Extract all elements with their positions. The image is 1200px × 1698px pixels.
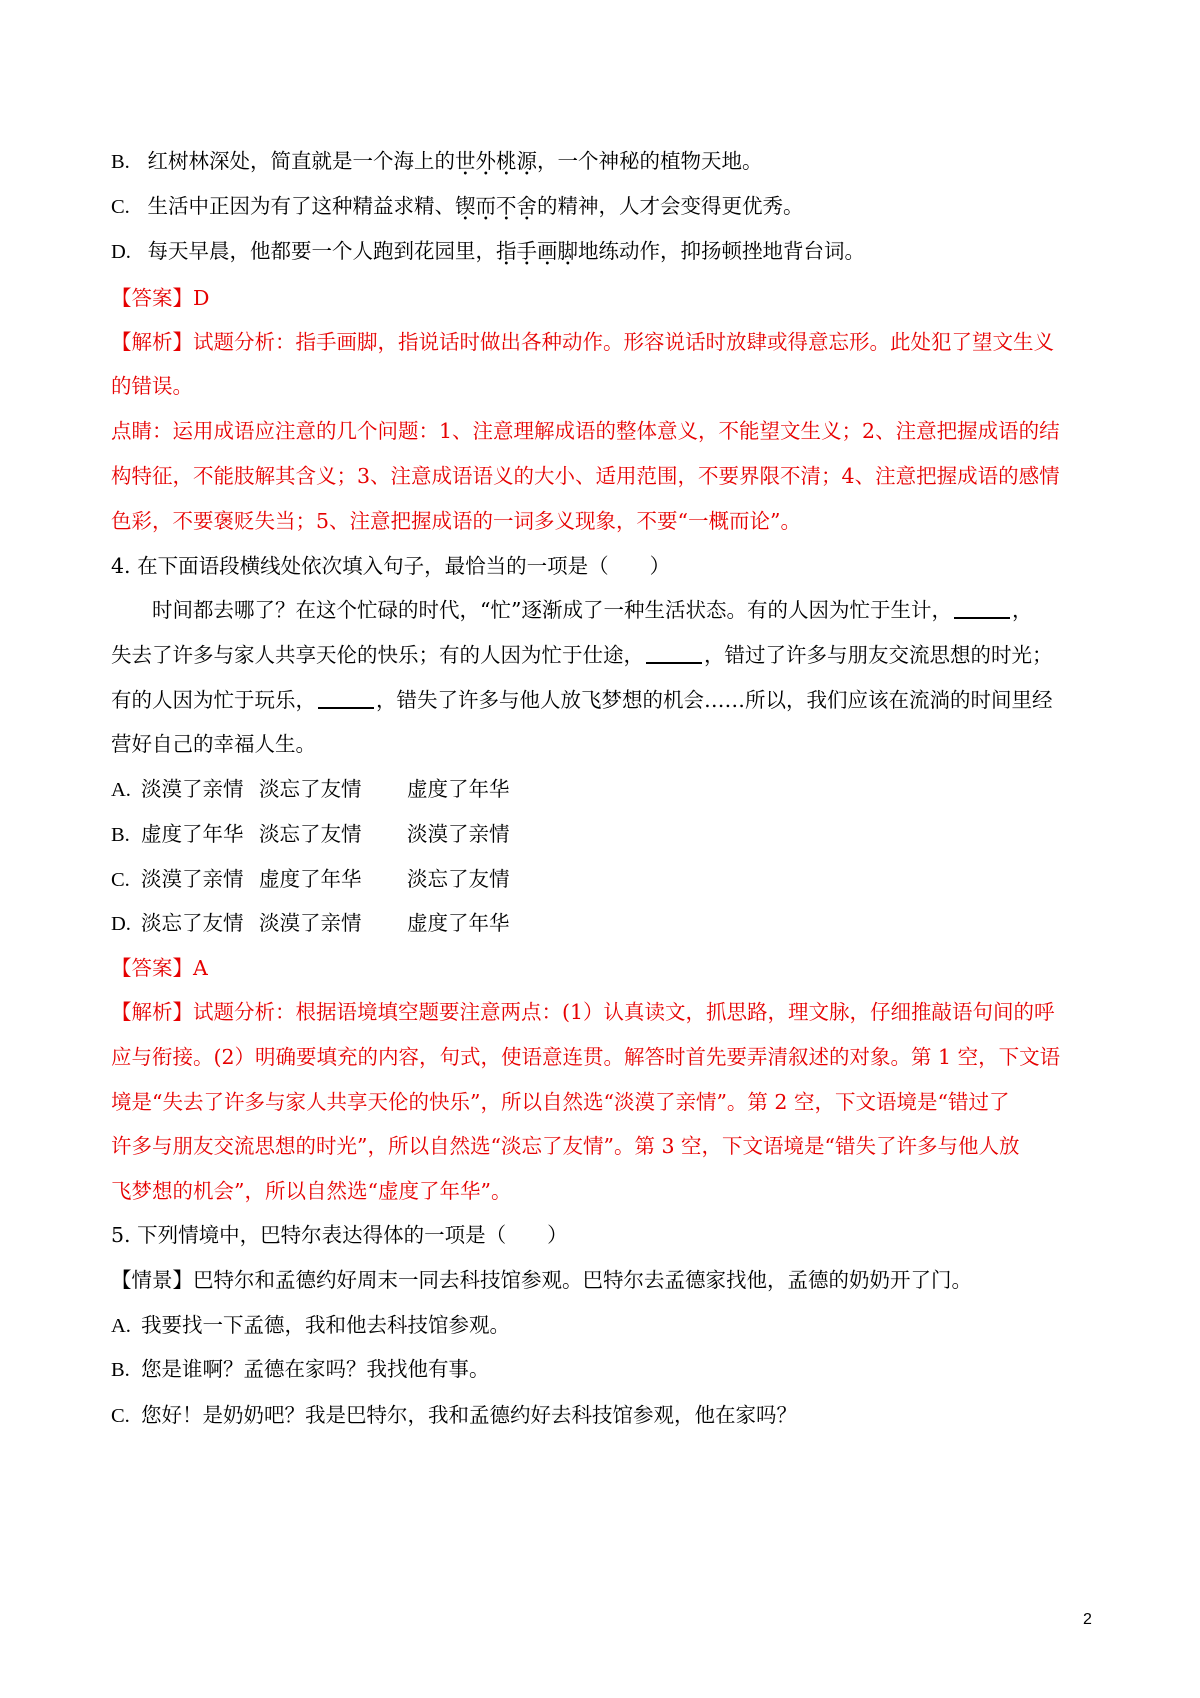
q4-analysis-line-5: 飞梦想的机会”，所以自然选“虚度了年华”。 (111, 1179, 512, 1203)
q4-passage-line-4: 营好自己的幸福人生。 (111, 732, 316, 756)
q3-tip-line-1: 点睛：运用成语应注意的几个问题：1、注意理解成语的整体意义，不能望文生义；2、注意把握成语的结 (111, 419, 1060, 443)
page-number: 2 (1083, 1611, 1092, 1628)
blank-1 (954, 597, 1010, 619)
q4-stem: 4. 在下面语段横线处依次填入句子，最恰当的一项是（ ） (111, 554, 671, 578)
q4-analysis-line-1: 【解析】试题分析：根据语境填空题要注意两点：(1）认真读文，抓思路，理文脉，仔细推敲语句间的呼 (111, 1000, 1055, 1024)
q3-analysis-line-2: 的错误。 (111, 374, 193, 398)
q4-passage-line-3: 有的人因为忙于玩乐， ，错失了许多与他人放飞梦想的机会……所以，我们应该在流淌的时间里经 (111, 688, 1053, 712)
q4-passage-line-1: 时间都去哪了？在这个忙碌的时代，“忙”逐渐成了一种生活状态。有的人因为忙于生计， ， (111, 598, 1033, 622)
q4-option-a: A. 淡漠了亲情 淡忘了友情 虚度了年华 (111, 777, 510, 801)
q3-option-c: C. 生活中正因为有了这种精益求精、锲而不舍的精神，人才会变得更优秀。 (111, 194, 804, 218)
q3-option-d: D. 每天早晨，他都要一个人跑到花园里，指手画脚地练动作，抑扬顿挫地背台词。 (111, 239, 866, 263)
q5-option-c: C. 您好！是奶奶吧？我是巴特尔，我和孟德约好去科技馆参观，他在家吗？ (111, 1403, 797, 1427)
q3-analysis-line-1: 【解析】试题分析：指手画脚，指说话时做出各种动作。形容说话时放肆或得意忘形。此处犯了望文生义 (111, 330, 1054, 354)
blank-3 (318, 687, 374, 709)
q4-option-c: C. 淡漠了亲情 虚度了年华 淡忘了友情 (111, 867, 510, 891)
q4-answer: 【答案】A (111, 956, 208, 980)
q4-analysis-line-2: 应与衔接。(2）明确要填充的内容，句式，使语意连贯。解答时首先要弄清叙述的对象。第 1 空，下文语 (111, 1045, 1061, 1069)
q4-passage-line-2: 失去了许多与家人共享天伦的快乐；有的人因为忙于仕途， ，错过了许多与朋友交流思想的时光； (111, 643, 1053, 667)
q4-option-b: B. 虚度了年华 淡忘了友情 淡漠了亲情 (111, 822, 510, 846)
q5-stem: 5. 下列情境中，巴特尔表达得体的一项是（ ） (111, 1223, 568, 1247)
q3-option-b: B. 红树林深处，简直就是一个海上的世外桃源，一个神秘的植物天地。 (111, 149, 763, 173)
q5-scene: 【情景】巴特尔和孟德约好周末一同去科技馆参观。巴特尔去孟德家找他，孟德的奶奶开了门。 (111, 1268, 972, 1292)
q4-option-d: D. 淡忘了友情 淡漠了亲情 虚度了年华 (111, 911, 510, 935)
q4-analysis-line-4: 许多与朋友交流思想的时光”，所以自然选“淡忘了友情”。第 3 空，下文语境是“错失了许多与他人放 (111, 1134, 1020, 1158)
q5-option-b: B. 您是谁啊？孟德在家吗？我找他有事。 (111, 1357, 490, 1381)
blank-2 (646, 642, 702, 664)
q3-tip-line-2: 构特征，不能肢解其含义；3、注意成语语义的大小、适用范围，不要界限不清；4、注意把握成语的感情 (111, 464, 1060, 488)
q3-tip-line-3: 色彩，不要褒贬失当；5、注意把握成语的一词多义现象，不要“一概而论”。 (111, 509, 802, 533)
q4-analysis-line-3: 境是“失去了许多与家人共享天伦的快乐”，所以自然选“淡漠了亲情”。第 2 空，下文语境是“错过了 (111, 1090, 1010, 1114)
q3-answer: 【答案】D (111, 286, 210, 310)
q5-option-a: A. 我要找一下孟德，我和他去科技馆参观。 (111, 1313, 510, 1337)
